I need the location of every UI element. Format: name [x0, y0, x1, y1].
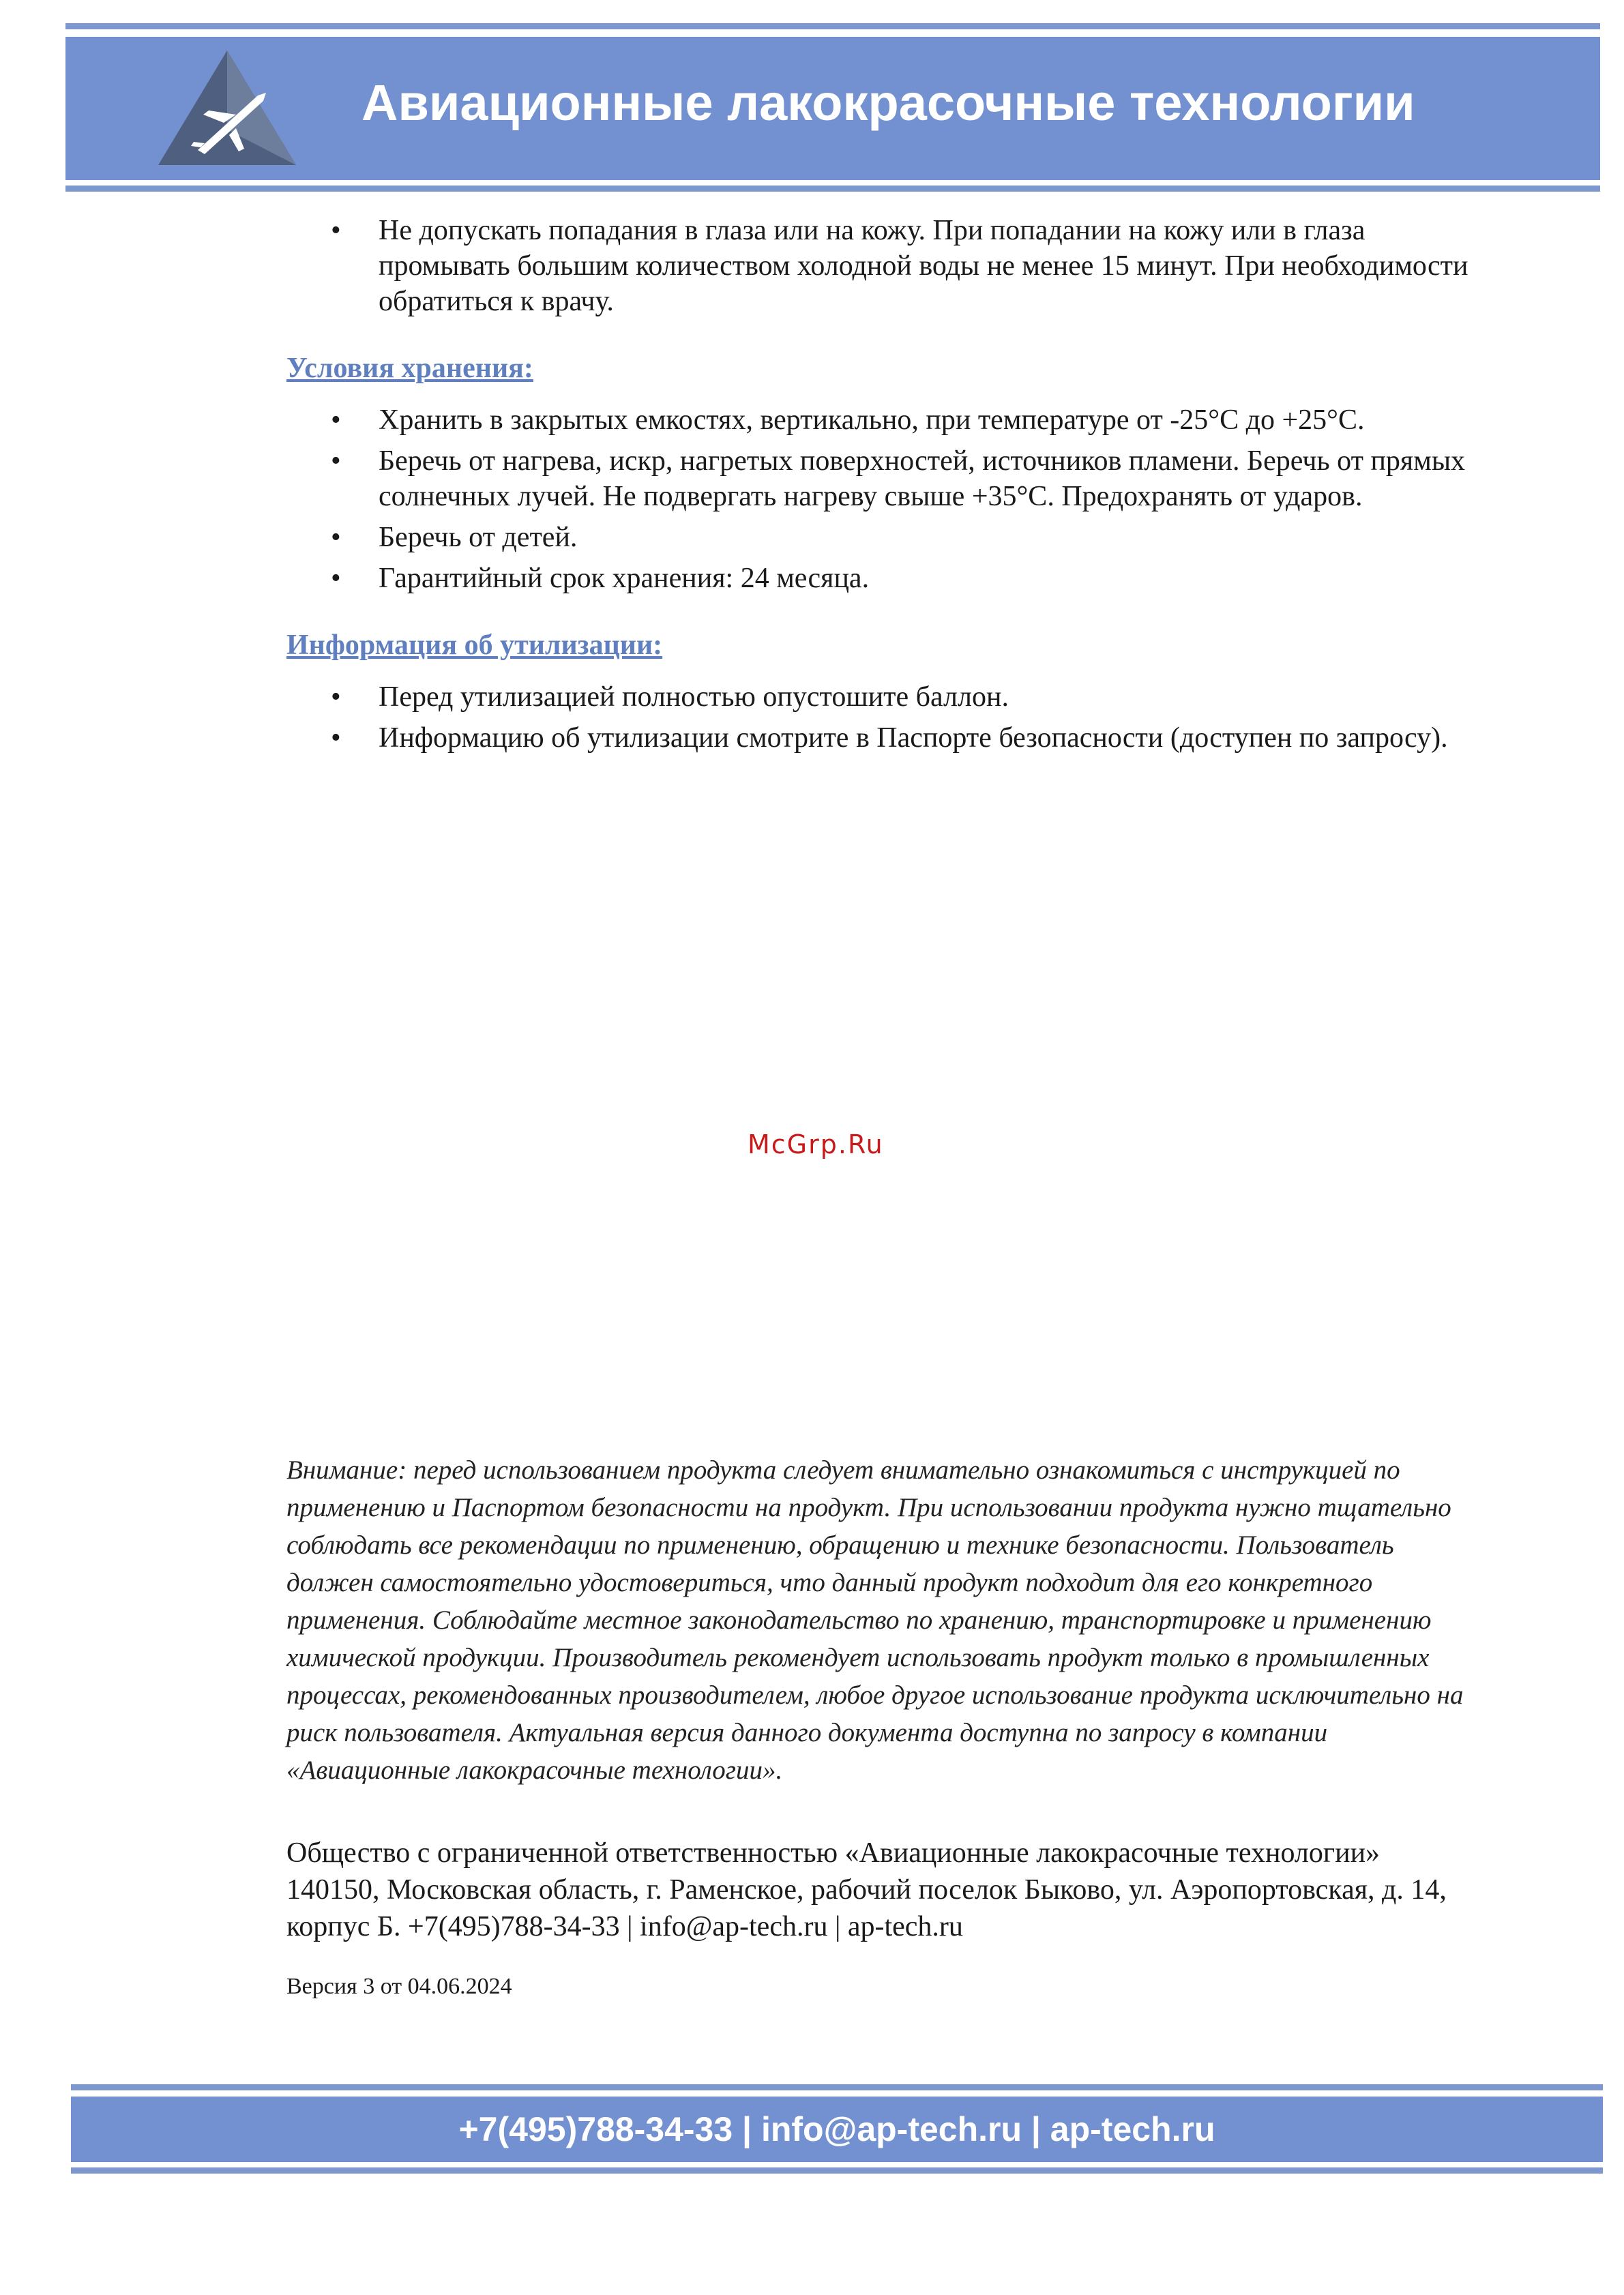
triangle-airplane-logo	[156, 48, 299, 168]
list-item: • Перед утилизацией полностью опустошите баллон.	[286, 679, 1501, 715]
footer-bottom-rule	[71, 2167, 1603, 2174]
disposal-list	[286, 679, 1501, 756]
list-item: • Беречь от нагрева, искр, нагретых поверхностей, источников пламени. Беречь от прямых солнечных лучей. Не подвергать нагреву свыше +35°С. Предохранять от ударов.	[286, 443, 1501, 514]
header-top-rule	[65, 23, 1600, 29]
list-item: • Информацию об утилизации смотрите в Паспорте безопасности (доступен по запросу).	[286, 720, 1501, 756]
document-version: Версия 3 от 04.06.2024	[286, 1974, 512, 1999]
list-item: • Гарантийный срок хранения: 24 месяца.	[286, 561, 1501, 596]
header-title: Авиационные лакокрасочные технологии	[361, 74, 1415, 131]
list-item: • Не допускать попадания в глаза или на кожу. При попадании на кожу или в глаза промывать большим количеством холодной воды не менее 15 минут. При необходимости обратиться к врачу.	[286, 213, 1501, 319]
handling-list	[286, 213, 1501, 319]
storage-list	[286, 402, 1501, 596]
storage-section-title: Условия хранения:	[286, 353, 533, 384]
document-body	[286, 213, 1501, 761]
header-bottom-rule	[65, 186, 1600, 192]
company-name: Общество с ограниченной ответственностью «Авиационные лакокрасочные технологии»	[286, 1837, 1381, 1869]
disposal-section-title: Информация об утилизации:	[286, 630, 663, 661]
footer-top-rule	[71, 2084, 1603, 2090]
company-info	[286, 1835, 1507, 1945]
list-item: • Беречь от детей.	[286, 520, 1501, 555]
warning-notice: Внимание: перед использованием продукта следует внимательно ознакомиться с инструкцией по применению и Паспортом безопасности на продукт. При использовании продукта нужно тщательно соблюдать все рекомендации по применению, обращению и технике безопасности. Пользователь должен самостоятельно удостовериться, что данный продукт подходит для его конкретного применения. Соблюдайте местное законодательство по хранению, транспортировке и применению химической продукции. Производитель рекомендует использовать продукт только в промышленных процессах, рекомендованных производителем, любое другое использование продукта исключительно на риск пользователя. Актуальная версия данного документа доступна по запросу в компании «Авиационные лакокрасочные технологии».	[286, 1455, 1464, 1785]
list-item: • Хранить в закрытых емкостях, вертикально, при температуре от -25°С до +25°С.	[286, 402, 1501, 438]
company-address: 140150, Московская область, г. Раменское, рабочий поселок Быково, ул. Аэропортовская, д. 14, корпус Б. +7(495)788-34-33 | info@ap-tech.ru | ap-tech.ru	[286, 1874, 1447, 1942]
footer-contacts: +7(495)788-34-33 | info@ap-tech.ru | ap-tech.ru	[458, 2110, 1215, 2148]
watermark: McGrp.Ru	[748, 1129, 884, 1159]
